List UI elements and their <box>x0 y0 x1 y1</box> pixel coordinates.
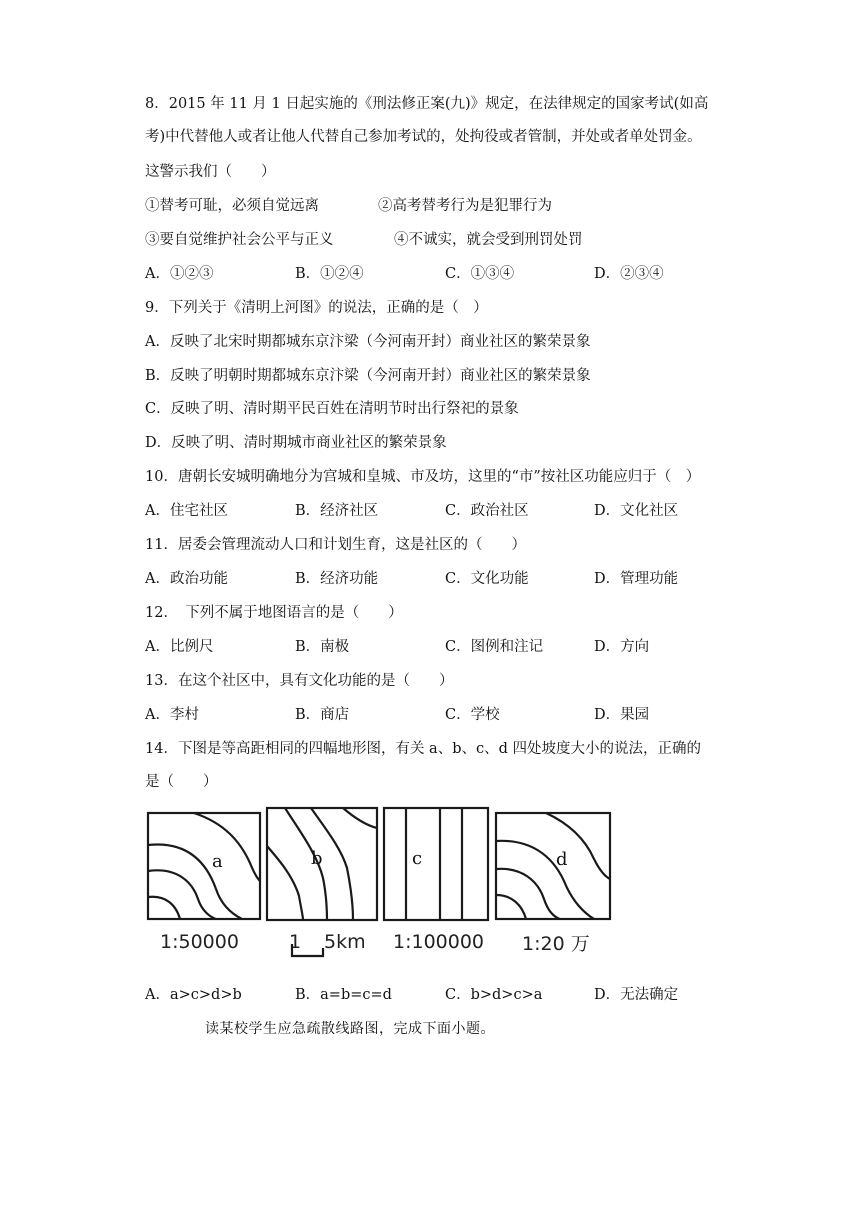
q12-stem: 12． 下列不属于地图语言的是（ ） <box>145 605 403 621</box>
q8-option-c: C．①③④ <box>445 266 515 282</box>
q8-stem-line2: 考)中代替他人或者让他人代替自己参加考试的，处拘役或者管制，并处或者单处罚金。 <box>145 129 702 145</box>
map-a-label: a <box>212 851 223 872</box>
q10-option-b: B．经济社区 <box>295 503 379 519</box>
q14-stem-line1: 14．下图是等高距相同的四幅地形图，有关 a、b、c、d 四处坡度大小的说法，正确的 <box>145 741 701 757</box>
q10-option-d: D．文化社区 <box>594 503 679 519</box>
q9-option-a: A．反映了北宋时期都城东京汴梁（今河南开封）商业社区的繁荣景象 <box>145 334 591 350</box>
q14-option-b: B．a=b=c=d <box>295 987 392 1003</box>
q13-option-c: C．学校 <box>445 707 500 723</box>
q12-option-c: C．图例和注记 <box>445 639 544 655</box>
scale-bar-icon <box>290 944 326 958</box>
map-b-scale-start: 1 <box>289 931 302 953</box>
q8-statement-2: ②高考替考行为是犯罪行为 <box>378 198 552 214</box>
q9-option-d: D．反映了明、清时期城市商业社区的繁荣景象 <box>145 435 447 451</box>
contour-map-d <box>494 811 612 921</box>
q11-option-d: D．管理功能 <box>594 571 679 587</box>
q8-option-d: D．②③④ <box>594 266 664 282</box>
q8-stem-line1: 8．2015 年 11 月 1 日起实施的《刑法修正案(九)》规定，在法律规定的国家考试(如高 <box>145 96 709 112</box>
q13-option-d: D．果园 <box>594 707 650 723</box>
contour-map-c <box>382 806 490 922</box>
q14-option-c: C．b>d>c>a <box>445 987 543 1003</box>
q11-option-c: C．文化功能 <box>445 571 529 587</box>
q8-statement-3: ③要自觉维护社会公平与正义 <box>145 232 334 248</box>
q13-option-a: A．李村 <box>145 707 199 723</box>
q11-option-a: A．政治功能 <box>145 571 228 587</box>
q8-statement-4: ④不诚实，就会受到刑罚处罚 <box>394 232 583 248</box>
q10-option-a: A．住宅社区 <box>145 503 228 519</box>
contour-map-a <box>146 811 262 921</box>
q8-option-a: A．①②③ <box>145 266 214 282</box>
q9-stem: 9．下列关于《清明上河图》的说法，正确的是（ ） <box>145 300 488 316</box>
q12-option-d: D．方向 <box>594 639 650 655</box>
q12-option-a: A．比例尺 <box>145 639 214 655</box>
map-d-scale: 1:20 万 <box>522 933 590 955</box>
q8-option-b: B．①②④ <box>295 266 364 282</box>
map-d-label: d <box>556 849 568 870</box>
q11-option-b: B．经济功能 <box>295 571 379 587</box>
q14-stem-line2: 是（ ） <box>145 774 218 790</box>
q8-statement-1: ①替考可耻，必须自觉远离 <box>145 198 319 214</box>
map-b-label: b <box>311 848 323 869</box>
q10-option-c: C．政治社区 <box>445 503 529 519</box>
section-intro: 读某校学生应急疏散线路图，完成下面小题。 <box>205 1021 495 1037</box>
q11-stem: 11．居委会管理流动人口和计划生育，这是社区的（ ） <box>145 537 526 553</box>
q13-stem: 13．在这个社区中，具有文化功能的是（ ） <box>145 673 454 689</box>
q14-option-d: D．无法确定 <box>594 987 679 1003</box>
map-c-label: c <box>412 848 423 869</box>
contour-map-b <box>265 806 379 922</box>
q10-stem: 10．唐朝长安城明确地分为宫城和皇城、市及坊，这里的“市”按社区功能应归于（ ） <box>145 469 701 485</box>
q8-stem-line3: 这警示我们（ ） <box>145 164 276 180</box>
q14-option-a: A．a>c>d>b <box>145 987 242 1003</box>
map-b-scale-end: 5km <box>324 931 366 953</box>
q9-option-b: B．反映了明朝时期都城东京汴梁（今河南开封）商业社区的繁荣景象 <box>145 368 591 384</box>
q12-option-b: B．南极 <box>295 639 350 655</box>
q13-option-b: B．商店 <box>295 707 350 723</box>
map-c-scale: 1:100000 <box>393 931 485 953</box>
map-a-scale: 1:50000 <box>160 931 239 953</box>
q9-option-c: C．反映了明、清时期平民百姓在清明节时出行祭祀的景象 <box>145 401 519 417</box>
